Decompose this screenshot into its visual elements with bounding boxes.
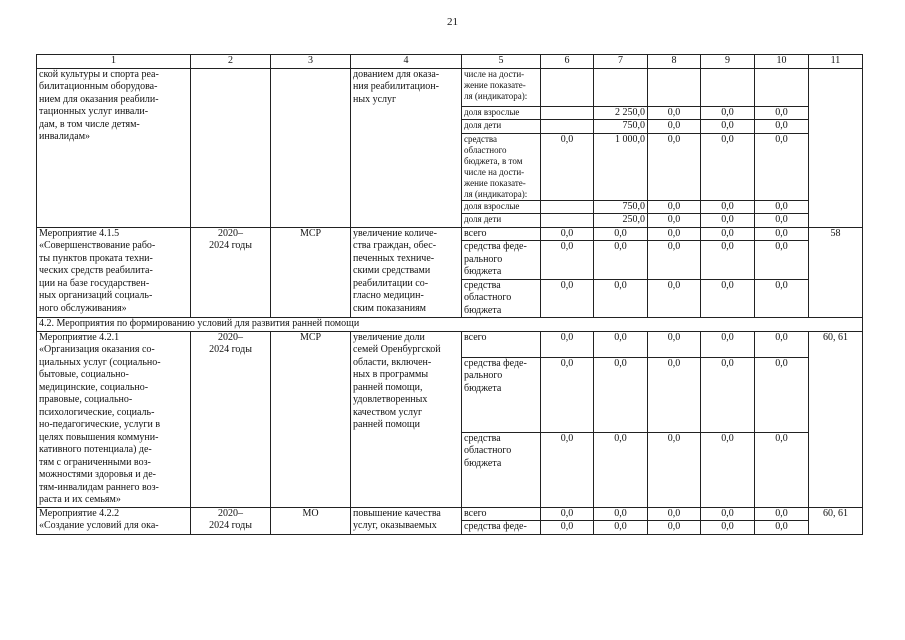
indicator-ref: 58	[809, 227, 863, 318]
funding-source: средства областного бюджета, в том числе на дости- жение показате- ля (индикатора):	[462, 133, 541, 200]
value-cell: 0,0	[648, 120, 701, 134]
value-cell: 0,0	[755, 521, 809, 535]
value-cell: 0,0	[755, 241, 809, 280]
funding-source: доля дети	[462, 214, 541, 228]
value-cell: 0,0	[594, 432, 648, 507]
funding-source: числе на дости- жение показате- ля (индикатора):	[462, 68, 541, 106]
funding-source: средства областного бюджета	[462, 279, 541, 318]
activity-indicator: увеличение количе- ства граждан, обес- печенных техниче- скими средствами реабилитации со- гласно медицин- ским показаниям	[351, 227, 462, 318]
value-cell: 0,0	[755, 507, 809, 521]
table-row	[37, 331, 863, 357]
value-cell: 1 000,0	[594, 133, 648, 200]
table-row	[37, 68, 863, 106]
funding-source: доля взрослые	[462, 200, 541, 214]
value-cell: 0,0	[594, 507, 648, 521]
column-number: 9	[701, 55, 755, 69]
activity-name: Мероприятие 4.1.5 «Совершенствование рабо- ты пунктов проката техни- ческих средств реабилита- ции на базе государствен- ных организаций социаль- ного обслуживания»	[37, 227, 191, 318]
value-cell: 0,0	[594, 279, 648, 318]
value-cell: 0,0	[755, 331, 809, 357]
column-number: 2	[191, 55, 271, 69]
value-cell: 0,0	[541, 227, 594, 241]
activity-period: 2020– 2024 годы	[191, 227, 271, 318]
value-cell: 0,0	[541, 521, 594, 535]
value-cell: 750,0	[594, 200, 648, 214]
value-cell: 0,0	[594, 331, 648, 357]
column-number: 6	[541, 55, 594, 69]
value-cell: 0,0	[701, 200, 755, 214]
value-cell: 0,0	[648, 106, 701, 120]
value-cell: 0,0	[701, 521, 755, 535]
section-row	[37, 318, 863, 332]
table-row	[37, 227, 863, 241]
activity-executor: МСР	[271, 227, 351, 318]
value-cell: 750,0	[594, 120, 648, 134]
value-cell: 0,0	[755, 214, 809, 228]
column-number-row	[37, 55, 863, 69]
funding-source: всего	[462, 507, 541, 521]
value-cell: 0,0	[648, 432, 701, 507]
value-cell: 0,0	[648, 200, 701, 214]
value-cell: 0,0	[755, 200, 809, 214]
funding-source: средства феде- рального бюджета	[462, 357, 541, 432]
value-cell: 0,0	[701, 133, 755, 200]
value-cell: 0,0	[701, 120, 755, 134]
value-cell: 0,0	[701, 106, 755, 120]
value-cell: 0,0	[755, 106, 809, 120]
activity-executor: МСР	[271, 331, 351, 507]
value-cell: 0,0	[594, 357, 648, 432]
value-cell: 2 250,0	[594, 106, 648, 120]
activity-period: 2020– 2024 годы	[191, 507, 271, 534]
value-cell: 0,0	[594, 521, 648, 535]
activity-name: Мероприятие 4.2.2 «Создание условий для ока-	[37, 507, 191, 534]
value-cell: 0,0	[594, 227, 648, 241]
value-cell: 0,0	[701, 507, 755, 521]
funding-source: доля взрослые	[462, 106, 541, 120]
value-cell: 0,0	[701, 227, 755, 241]
value-cell: 0,0	[541, 331, 594, 357]
value-cell: 0,0	[701, 279, 755, 318]
value-cell: 0,0	[648, 279, 701, 318]
value-cell: 0,0	[541, 241, 594, 280]
activity-indicator: повышение качества услуг, оказываемых	[351, 507, 462, 534]
program-activities-table	[36, 54, 863, 535]
value-cell: 0,0	[541, 357, 594, 432]
value-cell: 0,0	[541, 507, 594, 521]
value-cell: 0,0	[755, 227, 809, 241]
value-cell: 0,0	[648, 241, 701, 280]
value-cell: 0,0	[648, 507, 701, 521]
value-cell: 0,0	[648, 357, 701, 432]
value-cell: 0,0	[755, 133, 809, 200]
column-number: 11	[809, 55, 863, 69]
value-cell: 0,0	[648, 133, 701, 200]
value-cell: 250,0	[594, 214, 648, 228]
activity-name: Мероприятие 4.2.1 «Организация оказания со- циальных услуг (социально- бытовые, социально- медицинские, социально- правовые, социально- психологические, социаль- но-педагогические, услуги в целях повышения коммуни- кативного потенциала) де- тям с ограниченными воз- можностями здоровья и де- тям-инвалидам раннего воз- раста и их семьям»	[37, 331, 191, 507]
value-cell: 0,0	[541, 133, 594, 200]
column-number: 8	[648, 55, 701, 69]
section-title: 4.2. Мероприятия по формированию условий для развития ранней помощи	[37, 318, 863, 332]
column-number: 3	[271, 55, 351, 69]
column-number: 4	[351, 55, 462, 69]
value-cell: 0,0	[701, 432, 755, 507]
funding-source: всего	[462, 227, 541, 241]
funding-source: средства областного бюджета	[462, 432, 541, 507]
value-cell: 0,0	[648, 521, 701, 535]
value-cell: 0,0	[755, 432, 809, 507]
indicator-ref: 60, 61	[809, 331, 863, 507]
funding-source: всего	[462, 331, 541, 357]
column-number: 1	[37, 55, 191, 69]
value-cell: 0,0	[755, 279, 809, 318]
value-cell: 0,0	[648, 227, 701, 241]
value-cell: 0,0	[701, 357, 755, 432]
page-number: 21	[447, 16, 458, 28]
column-number: 10	[755, 55, 809, 69]
activity-name: ской культуры и спорта реа- билитационным оборудова- нием для оказания реабили- тационных услуг инвали- дам, в том числе детям- инвалидам»	[37, 68, 191, 227]
activity-executor: МО	[271, 507, 351, 534]
value-cell: 0,0	[701, 241, 755, 280]
indicator-ref: 60, 61	[809, 507, 863, 534]
funding-source: средства феде- рального бюджета	[462, 241, 541, 280]
value-cell: 0,0	[755, 120, 809, 134]
funding-source: доля дети	[462, 120, 541, 134]
value-cell: 0,0	[594, 241, 648, 280]
activity-period: 2020– 2024 годы	[191, 331, 271, 507]
value-cell: 0,0	[541, 432, 594, 507]
value-cell: 0,0	[701, 331, 755, 357]
table-row	[37, 507, 863, 521]
funding-source: средства феде-	[462, 521, 541, 535]
value-cell: 0,0	[701, 214, 755, 228]
activity-indicator: увеличение доли семей Оренбургской области, включен- ных в программы ранней помощи, удовлетворенных качеством услуг ранней помощи	[351, 331, 462, 507]
activity-indicator: дованием для оказа- ния реабилитацион- ных услуг	[351, 68, 462, 227]
value-cell: 0,0	[755, 357, 809, 432]
column-number: 7	[594, 55, 648, 69]
value-cell: 0,0	[541, 279, 594, 318]
column-number: 5	[462, 55, 541, 69]
value-cell: 0,0	[648, 214, 701, 228]
value-cell: 0,0	[648, 331, 701, 357]
